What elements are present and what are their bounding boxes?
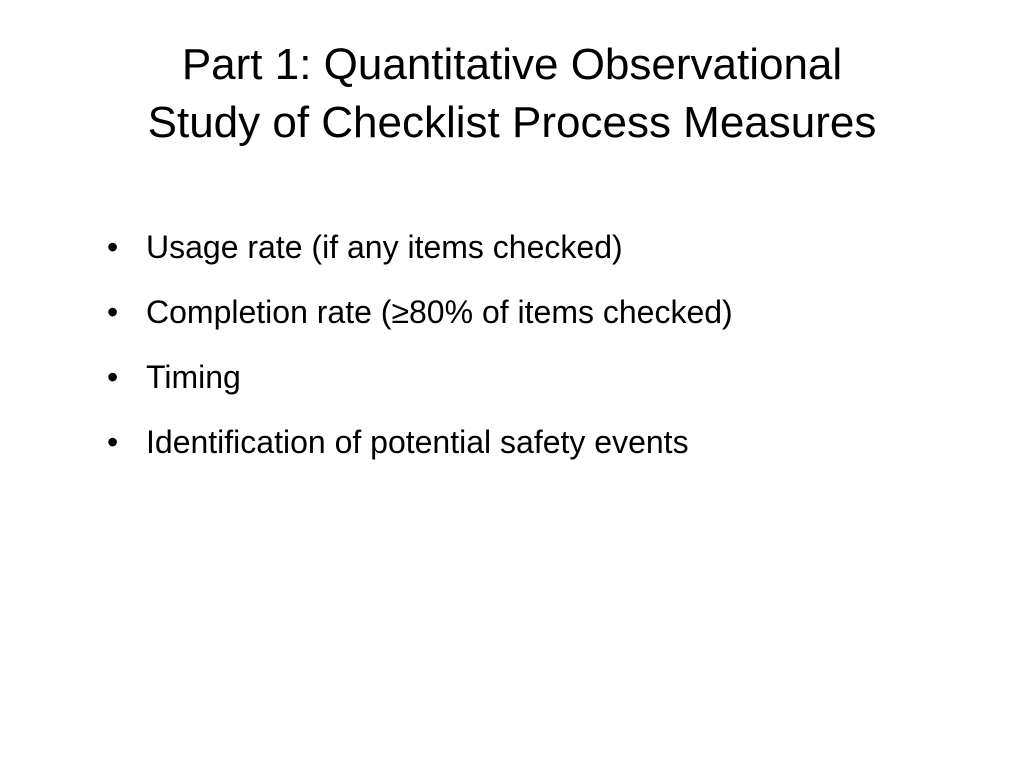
bullet-icon: • xyxy=(107,229,119,265)
bullet-icon: • xyxy=(107,294,119,330)
bullet-item-timing xyxy=(104,352,964,402)
bullet-item-completion-rate xyxy=(104,287,964,337)
bullet-text: Usage rate (if any items checked) xyxy=(146,229,623,265)
slide-title-line-1: Part 1: Quantitative Observational xyxy=(181,40,843,89)
bullet-item-safety-events xyxy=(104,417,964,467)
bullet-list xyxy=(104,222,964,482)
bullet-text: Identification of potential safety events xyxy=(146,424,689,460)
bullet-icon: • xyxy=(107,424,119,460)
bullet-item-usage-rate xyxy=(104,222,964,272)
bullet-icon: • xyxy=(107,359,119,395)
bullet-text: Timing xyxy=(146,359,241,395)
slide-title-line-2: Study of Checklist Process Measures xyxy=(147,98,877,147)
bullet-text: Completion rate (≥80% of items checked) xyxy=(146,294,733,330)
slide-title xyxy=(60,36,964,152)
